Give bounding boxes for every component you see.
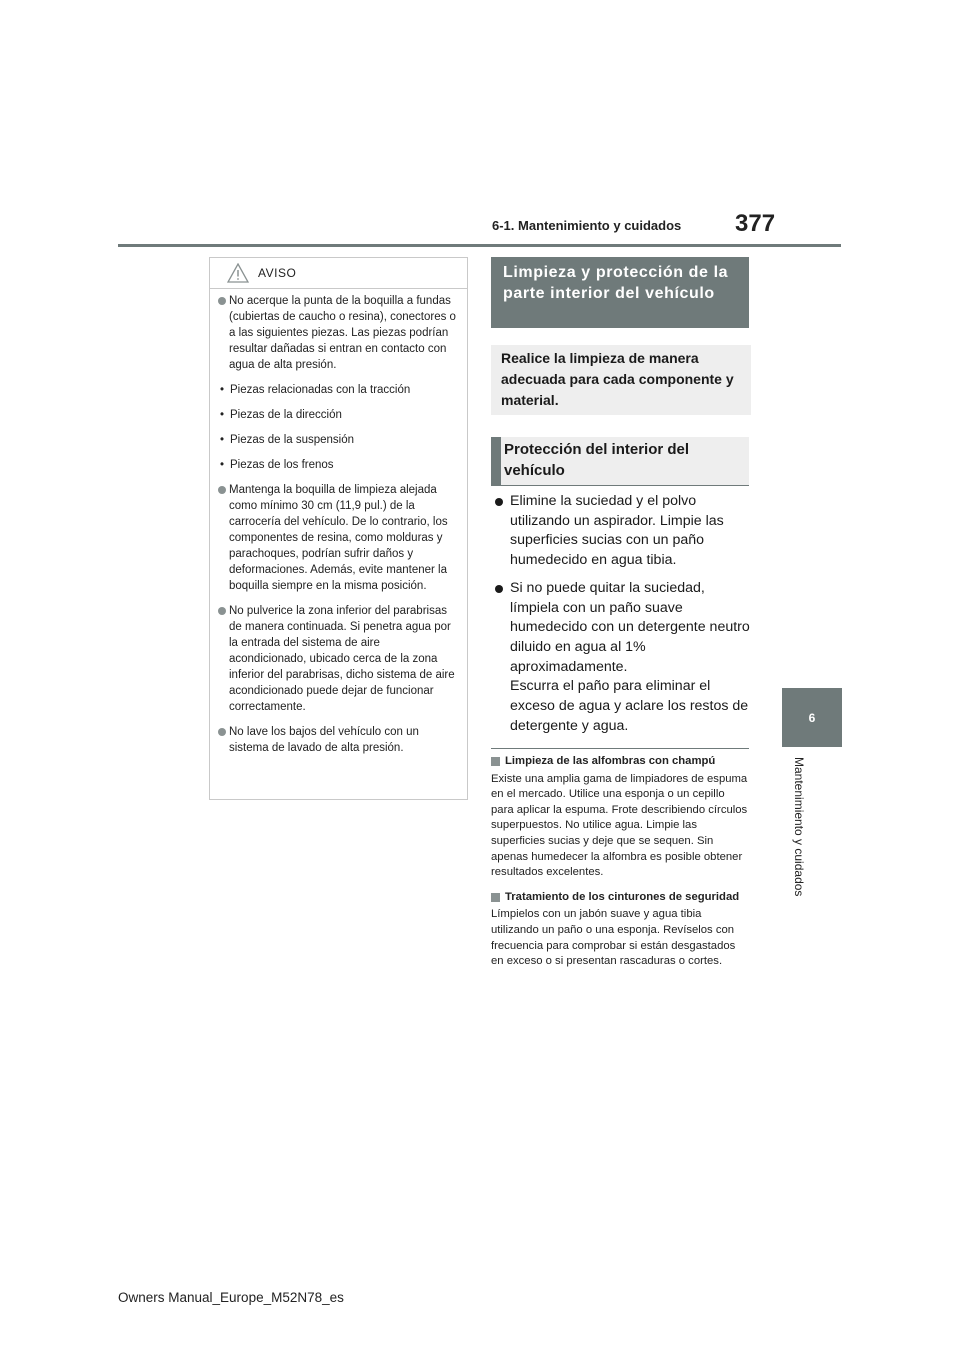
instruction-item xyxy=(494,579,750,737)
footer-text: Owners Manual_Europe_M52N78_es xyxy=(118,1290,344,1305)
section-intro: Realice la limpieza de manera adecuada para cada componente y material. xyxy=(491,345,751,415)
note-text: Límpielos con un jabón suave y agua tibia utilizando un paño o una esponja. Revíselos con frecuencia para comprobar si están desgastados en exceso o si presentan rascaduras o cortes. xyxy=(491,908,736,968)
section-title: Limpieza y protección de la parte interior del vehículo xyxy=(491,257,749,328)
instruction-item: Elimine la suciedad y el polvo utilizando un aspirador. Limpie las superficies sucias con un paño humedecido en agua tibia. xyxy=(494,492,750,571)
warning-box xyxy=(209,257,468,800)
chapter-number: 6 xyxy=(808,710,816,725)
warning-item: Mantenga la boquilla de limpieza alejada como mínimo 30 cm (11,9 pul.) de la carrocería del vehículo. De lo contrario, los componentes de resina, como molduras y parachoques, podrían sufrir daños y deformaciones. Además, evite mantener la boquilla siempre en la misma posición. xyxy=(218,482,457,594)
warning-subitem: • Piezas de los frenos xyxy=(218,457,457,473)
chapter-label: Mantenimiento y cuidados xyxy=(792,757,806,897)
warning-subitem: • Piezas relacionadas con la tracción xyxy=(218,382,457,398)
notes xyxy=(491,754,749,979)
warning-item: No pulverice la zona inferior del parabrisas de manera continuada. Si penetra agua por la entrada del sistema de aire acondicionado, ubicado cerca de la zona inferior del parabrisas, dicho sistema de aire acondicionado puede dejar de funcionar correctamente. xyxy=(218,603,457,715)
warning-subitem: • Piezas de la dirección xyxy=(218,407,457,423)
notes-divider xyxy=(491,748,749,749)
warning-title: AVISO xyxy=(258,266,297,280)
warning-header xyxy=(210,258,467,289)
note-heading: Tratamiento de los cinturones de seguridad xyxy=(491,890,749,906)
instruction-list xyxy=(494,492,750,744)
subsection-title: Protección del interior del vehículo xyxy=(491,437,749,485)
section-heading: 6-1. Mantenimiento y cuidados xyxy=(492,218,682,233)
note-heading: Limpieza de las alfombras con champú xyxy=(491,754,749,770)
page-number: 377 xyxy=(735,210,776,237)
note-text: Existe una amplia gama de limpiadores de espuma en el mercado. Utilice una esponja o un cepillo para aplicar la espuma. Frote describiendo círculos superpuestos. No utilice agua. Limpie las superficies sucias y deje que se sequen. Sin apenas humedecer la alfombra es posible obtener resultados excelentes. xyxy=(491,772,748,879)
warning-body xyxy=(210,289,467,756)
header-divider xyxy=(118,244,841,247)
warning-triangle-icon xyxy=(227,263,249,283)
warning-item: No acerque la punta de la boquilla a fundas (cubiertas de caucho o resina), conectores o a las siguientes piezas. Las piezas podrían resultar dañadas si entran en contacto con agua de alta presión. xyxy=(218,293,457,373)
warning-subitem: • Piezas de la suspensión xyxy=(218,432,457,448)
warning-item: No lave los bajos del vehículo con un sistema de lavado de alta presión. xyxy=(218,724,457,756)
instruction-continuation: Escurra el paño para eliminar el exceso de agua y aclare los restos de detergente y agua. xyxy=(510,678,749,734)
chapter-tab xyxy=(782,688,842,747)
subsection-divider xyxy=(491,485,749,486)
instruction-text: Si no puede quitar la suciedad, límpiela con un paño suave humedecido con un detergente neutro diluido en agua al 1% aproximadamente. xyxy=(510,579,750,675)
